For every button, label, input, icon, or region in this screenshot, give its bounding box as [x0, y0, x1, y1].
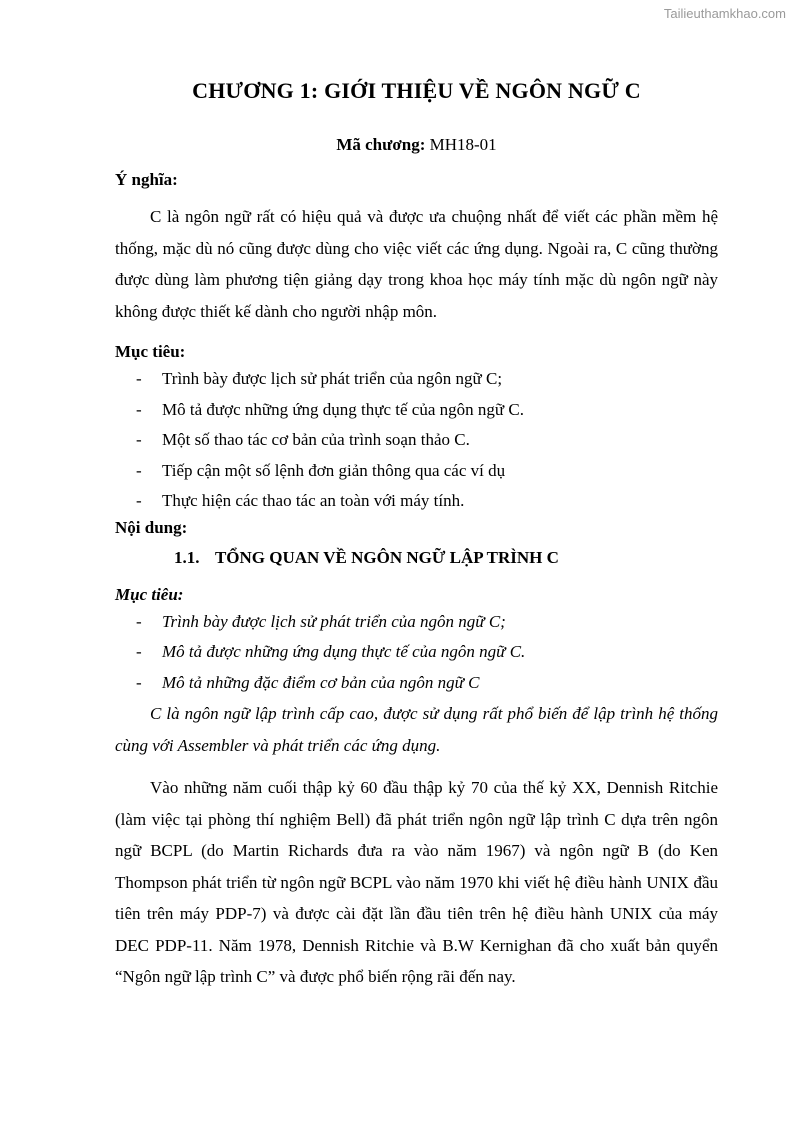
content-heading: Nội dung: — [115, 517, 188, 537]
list-item — [115, 668, 718, 699]
list-marker: - — [136, 460, 142, 480]
list-item-text: Trình bày được lịch sử phát triển của ngôn ngữ C; — [162, 369, 503, 388]
list-item — [115, 395, 718, 426]
chapter-code — [115, 135, 718, 155]
list-item — [115, 607, 718, 638]
history-paragraph: Vào những năm cuối thập kỷ 60 đầu thập kỷ 70 của thế kỷ XX, Dennish Ritchie (làm việc tại phòng thí nghiệm Bell) đã phát triển ngôn ngữ lập trình C dựa trên ngôn ngữ BCPL (do Martin Richards đưa ra vào năm 1967) và ngôn ngữ B (do Ken Thompson phát triển từ ngôn ngữ BCPL vào năm 1970 khi viết hệ điều hành UNIX đầu tiên trên máy PDP-7) và được cài đặt lần đầu tiên trên hệ điều hành UNIX của máy DEC PDP-11. Năm 1978, Dennish Ritchie và B.W Kernighan đã cho xuất bản quyển “Ngôn ngữ lập trình C” và được phổ biến rộng rãi đến nay. — [115, 778, 718, 986]
list-item-text: Thực hiện các thao tác an toàn với máy tính. — [162, 491, 465, 510]
section-objectives-heading: Mục tiêu: — [115, 584, 184, 604]
list-item — [115, 456, 718, 487]
meaning-paragraph: C là ngôn ngữ rất có hiệu quả và được ưa chuộng nhất để viết các phần mềm hệ thống, mặc dù nó cũng được dùng cho việc viết các ứng dụng. Ngoài ra, C cũng thường được dùng làm phương tiện giảng dạy trong khoa học máy tính mặc dù ngôn ngữ này không được thiết kế dành cho người nhập môn. — [115, 207, 718, 321]
list-marker: - — [136, 491, 142, 510]
list-item-text: Mô tả những đặc điểm cơ bản của ngôn ngữ C — [162, 672, 480, 692]
list-item — [115, 637, 718, 668]
list-marker: - — [136, 642, 142, 661]
list-marker: - — [136, 369, 142, 388]
section-title-text: TỔNG QUAN VỀ NGÔN NGỮ LẬP TRÌNH C — [214, 547, 559, 567]
document-page — [115, 72, 718, 993]
list-marker: - — [136, 611, 142, 631]
meaning-heading: Ý nghĩa: — [115, 170, 178, 189]
section-title — [115, 548, 718, 568]
objectives-heading: Mục tiêu: — [115, 342, 186, 361]
chapter-code-value: MH18-01 — [429, 135, 497, 154]
chapter-title: CHƯƠNG 1: GIỚI THIỆU VỀ NGÔN NGỮ C — [192, 78, 641, 103]
list-marker: - — [136, 399, 142, 419]
list-item-text: Trình bày được lịch sử phát triển của ngôn ngữ C; — [162, 611, 506, 631]
list-item — [115, 425, 718, 456]
list-marker: - — [136, 430, 142, 449]
section-number: 1.1. — [174, 547, 200, 567]
section-intro-paragraph: C là ngôn ngữ lập trình cấp cao, được sử dụng rất phổ biến để lập trình hệ thống cùng với Assembler và phát triển các ứng dụng. — [115, 704, 718, 755]
list-marker: - — [136, 672, 142, 692]
watermark: Tailieuthamkhao.com — [663, 6, 786, 21]
list-item-text: Một số thao tác cơ bản của trình soạn thảo C. — [162, 430, 470, 449]
section-objectives-list — [115, 607, 718, 699]
list-item — [115, 364, 718, 395]
chapter-code-label: Mã chương: — [336, 135, 426, 154]
objectives-list — [115, 364, 718, 517]
list-item-text: Mô tả được những ứng dụng thực tế của ngôn ngữ C. — [162, 399, 524, 419]
list-item — [115, 486, 718, 517]
list-item-text: Mô tả được những ứng dụng thực tế của ngôn ngữ C. — [162, 642, 526, 661]
list-item-text: Tiếp cận một số lệnh đơn giản thông qua các ví dụ — [162, 460, 506, 480]
